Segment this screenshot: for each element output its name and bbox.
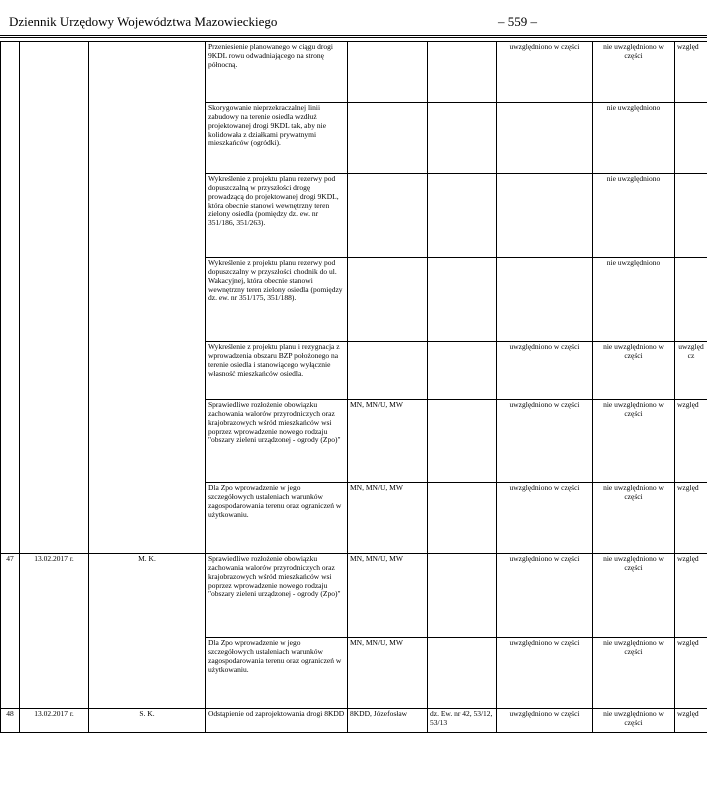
cell-description: Dla Zpo wprowadzenie w jego szczegółowych ustaleniach warunków zagospodarowania terenu oraz ograniczeń w użytkowaniu. bbox=[206, 483, 348, 554]
cell-resolution-b: nie uwzględniono bbox=[593, 258, 675, 342]
cell-person: M. K. bbox=[89, 554, 206, 709]
cell-resolution-a bbox=[497, 258, 593, 342]
cell-reference: MN, MN/U, MW bbox=[348, 638, 428, 709]
page-number: – 559 – bbox=[498, 14, 537, 29]
cell-resolution-a: uwzględniono w części bbox=[497, 709, 593, 733]
cell-plots bbox=[428, 42, 497, 103]
cell-reference: 8KDD, Józefosław bbox=[348, 709, 428, 733]
cell-description: Sprawiedliwe rozłożenie obowiązku zachowania walorów przyrodniczych oraz krajobrazowych wśród mieszkańców wsi poprzez wprowadzenie nowego rodzaju "obszary zieleni urządzonej - ogrody (Zpo)" bbox=[206, 400, 348, 483]
cell-resolution-a: uwzględniono w części bbox=[497, 342, 593, 400]
cell-plots bbox=[428, 400, 497, 483]
cell-resolution-a bbox=[497, 174, 593, 258]
cell-resolution-c: uwzględ cz bbox=[675, 342, 707, 400]
cell-description: Odstąpienie od zaprojektowania drogi 8KDD bbox=[206, 709, 348, 733]
cell-resolution-c: względ bbox=[675, 42, 707, 103]
cell-resolution-b: nie uwzględniono bbox=[593, 103, 675, 174]
cell-resolution-c bbox=[675, 174, 707, 258]
cell-person-continued bbox=[89, 42, 206, 554]
cell-resolution-c: względ bbox=[675, 638, 707, 709]
cell-description: Sprawiedliwe rozłożenie obowiązku zachowania walorów przyrodniczych oraz krajobrazowych wśród mieszkańców wsi poprzez wprowadzenie nowego rodzaju "obszary zieleni urządzonej - ogrody (Zpo)" bbox=[206, 554, 348, 638]
cell-plots bbox=[428, 483, 497, 554]
cell-resolution-a: uwzględniono w części bbox=[497, 42, 593, 103]
cell-plots: dz. Ew. nr 42, 53/12, 53/13 bbox=[428, 709, 497, 733]
comments-table bbox=[0, 41, 707, 733]
cell-resolution-a bbox=[497, 103, 593, 174]
cell-resolution-b: nie uwzględniono w części bbox=[593, 709, 675, 733]
cell-resolution-a: uwzględniono w części bbox=[497, 400, 593, 483]
cell-description: Skorygowanie nieprzekraczalnej linii zabudowy na terenie osiedla wzdłuż projektowanej drogi 9KDL tak, aby nie kolidowała z działkami prywatnymi mieszkańców (ogródki). bbox=[206, 103, 348, 174]
cell-description: Wykreślenie z projektu planu rezerwy pod dopuszczalny w przyszłości chodnik do ul. Wakacyjnej, która obecnie stanowi wewnętrzny teren zielony osiedla (pomiędzy dz. ew. nr 351/175, 351/188). bbox=[206, 258, 348, 342]
cell-entry-number: 47 bbox=[1, 554, 20, 709]
cell-date-continued bbox=[20, 42, 89, 554]
cell-resolution-a: uwzględniono w części bbox=[497, 554, 593, 638]
cell-plots bbox=[428, 174, 497, 258]
cell-date: 13.02.2017 r. bbox=[20, 554, 89, 709]
cell-resolution-c bbox=[675, 258, 707, 342]
cell-reference bbox=[348, 258, 428, 342]
cell-resolution-c: względ bbox=[675, 709, 707, 733]
cell-plots bbox=[428, 258, 497, 342]
cell-resolution-a: uwzględniono w części bbox=[497, 638, 593, 709]
cell-resolution-c: względ bbox=[675, 483, 707, 554]
cell-resolution-c: względ bbox=[675, 400, 707, 483]
cell-resolution-b: nie uwzględniono w części bbox=[593, 638, 675, 709]
cell-resolution-c bbox=[675, 103, 707, 174]
cell-resolution-a: uwzględniono w części bbox=[497, 483, 593, 554]
cell-reference: MN, MN/U, MW bbox=[348, 483, 428, 554]
cell-plots bbox=[428, 554, 497, 638]
cell-description: Przeniesienie planowanego w ciągu drogi 9KDL rowu odwadniającego na stronę północną. bbox=[206, 42, 348, 103]
table-row bbox=[1, 554, 707, 638]
header-rule bbox=[0, 35, 707, 36]
cell-entry-number: 48 bbox=[1, 709, 20, 733]
cell-description: Wykreślenie z projektu planu rezerwy pod dopuszczalną w przyszłości drogę prowadzącą do projektowanej drogi 9KDL, która obecnie stanowi wewnętrzny teren zielony osiedla (pomiędzy dz. ew. nr 351/186, 351/263). bbox=[206, 174, 348, 258]
cell-reference: MN, MN/U, MW bbox=[348, 400, 428, 483]
cell-description: Dla Zpo wprowadzenie w jego szczegółowych ustaleniach warunków zagospodarowania terenu oraz ograniczeń w użytkowaniu. bbox=[206, 638, 348, 709]
cell-resolution-b: nie uwzględniono w części bbox=[593, 342, 675, 400]
cell-resolution-c: względ bbox=[675, 554, 707, 638]
cell-reference bbox=[348, 103, 428, 174]
cell-plots bbox=[428, 638, 497, 709]
cell-reference bbox=[348, 174, 428, 258]
cell-reference bbox=[348, 342, 428, 400]
cell-description: Wykreślenie z projektu planu i rezygnacja z wprowadzenia obszaru BZP położonego na terenie osiedla i stanowiącego wyłącznie własność mieszkańców osiedla. bbox=[206, 342, 348, 400]
cell-resolution-b: nie uwzględniono w części bbox=[593, 400, 675, 483]
cell-reference: MN, MN/U, MW bbox=[348, 554, 428, 638]
table-row bbox=[1, 709, 707, 733]
cell-plots bbox=[428, 103, 497, 174]
cell-resolution-b: nie uwzględniono w części bbox=[593, 42, 675, 103]
cell-reference bbox=[348, 42, 428, 103]
journal-title: Dziennik Urzędowy Województwa Mazowieckiego bbox=[9, 14, 278, 29]
cell-resolution-b: nie uwzględniono w części bbox=[593, 554, 675, 638]
cell-resolution-b: nie uwzględniono w części bbox=[593, 483, 675, 554]
cell-date: 13.02.2017 r. bbox=[20, 709, 89, 733]
table-row bbox=[1, 42, 707, 103]
header-rule-second bbox=[0, 37, 707, 38]
cell-no-continued bbox=[1, 42, 20, 554]
cell-resolution-b: nie uwzględniono bbox=[593, 174, 675, 258]
cell-person: S. K. bbox=[89, 709, 206, 733]
cell-plots bbox=[428, 342, 497, 400]
